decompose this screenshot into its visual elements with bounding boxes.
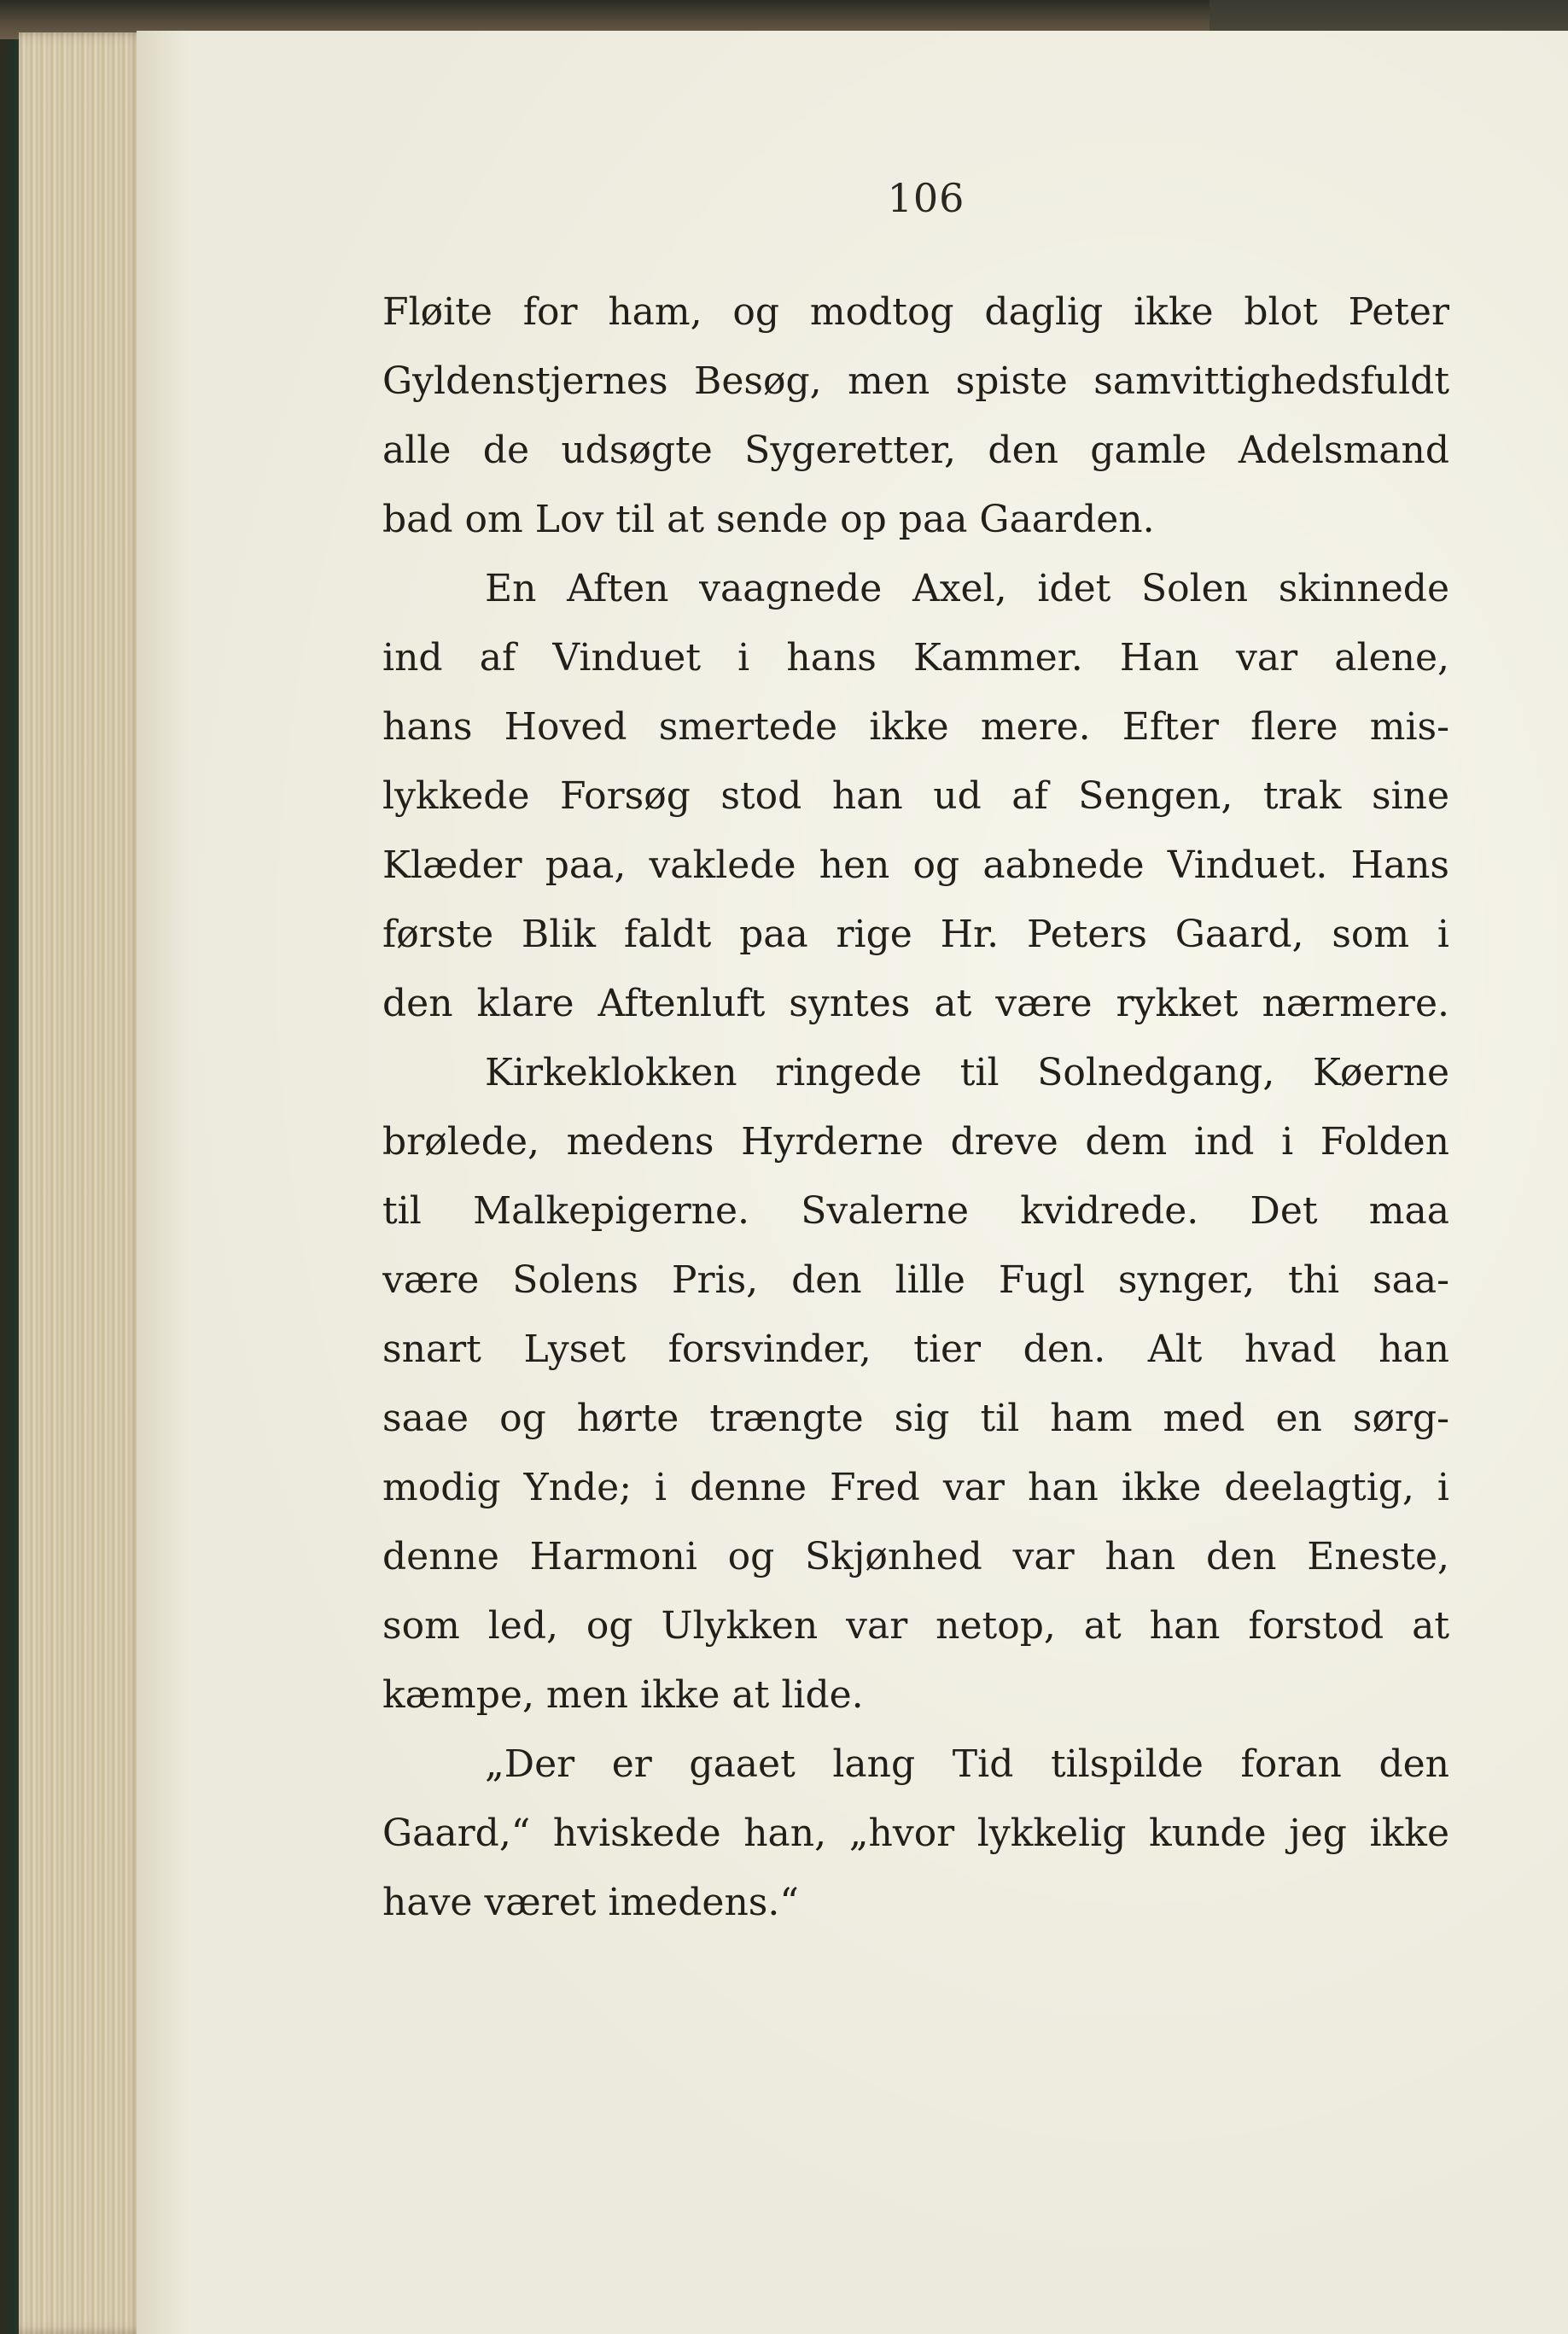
text-line: bad om Lov til at sende op paa Gaarden. (382, 498, 1155, 541)
text-line: „Der er gaaet lang Tid tilspilde foran den (485, 1742, 1449, 1786)
text-line: Gyldenstjernes Besøg, men spiste samvittighedsfuldt (382, 359, 1449, 403)
text-line: Fløite for ham, og modtog daglig ikke blot Peter (382, 290, 1449, 334)
text-line: Klæder paa, vaklede hen og aabnede Vinduet. Hans (382, 843, 1449, 887)
text-line: som led, og Ulykken var netop, at han forstod at (382, 1604, 1449, 1648)
text-line: modig Ynde; i denne Fred var han ikke deelagtig, i (382, 1466, 1449, 1509)
text-line: En Aften vaagnede Axel, idet Solen skinnede (485, 567, 1449, 610)
text-line: have været imedens.“ (382, 1881, 799, 1924)
text-line: alle de udsøgte Sygeretter, den gamle Adelsmand (382, 429, 1449, 472)
text-line: ind af Vinduet i hans Kammer. Han var alene, (382, 636, 1449, 680)
body-text (382, 277, 1449, 1937)
text-line: snart Lyset forsvinder, tier den. Alt hvad han (382, 1327, 1449, 1371)
page-stack-edge (19, 32, 147, 2334)
text-line: Gaard,“ hviskede han, „hvor lykkelig kunde jeg ikke (382, 1812, 1449, 1855)
text-line: den klare Aftenluft syntes at være rykket nærmere. (382, 982, 1449, 1025)
text-line: være Solens Pris, den lille Fugl synger, thi saa- (382, 1258, 1449, 1302)
text-line: denne Harmoni og Skjønhed var han den Eneste, (382, 1535, 1449, 1578)
text-line: første Blik faldt paa rige Hr. Peters Gaard, som i (382, 913, 1449, 956)
page-number: 106 (887, 175, 965, 221)
text-line: lykkede Forsøg stod han ud af Sengen, trak sine (382, 774, 1449, 818)
text-line: hans Hoved smertede ikke mere. Efter flere mis- (382, 705, 1449, 749)
text-line: Kirkeklokken ringede til Solnedgang, Køerne (485, 1051, 1449, 1094)
text-line: saae og hørte trængte sig til ham med en sørg- (382, 1397, 1449, 1440)
text-line: kæmpe, men ikke at lide. (382, 1673, 864, 1717)
text-line: brølede, medens Hyrderne dreve dem ind i Folden (382, 1120, 1449, 1164)
text-line: til Malkepigerne. Svalerne kvidrede. Det maa (382, 1189, 1449, 1233)
